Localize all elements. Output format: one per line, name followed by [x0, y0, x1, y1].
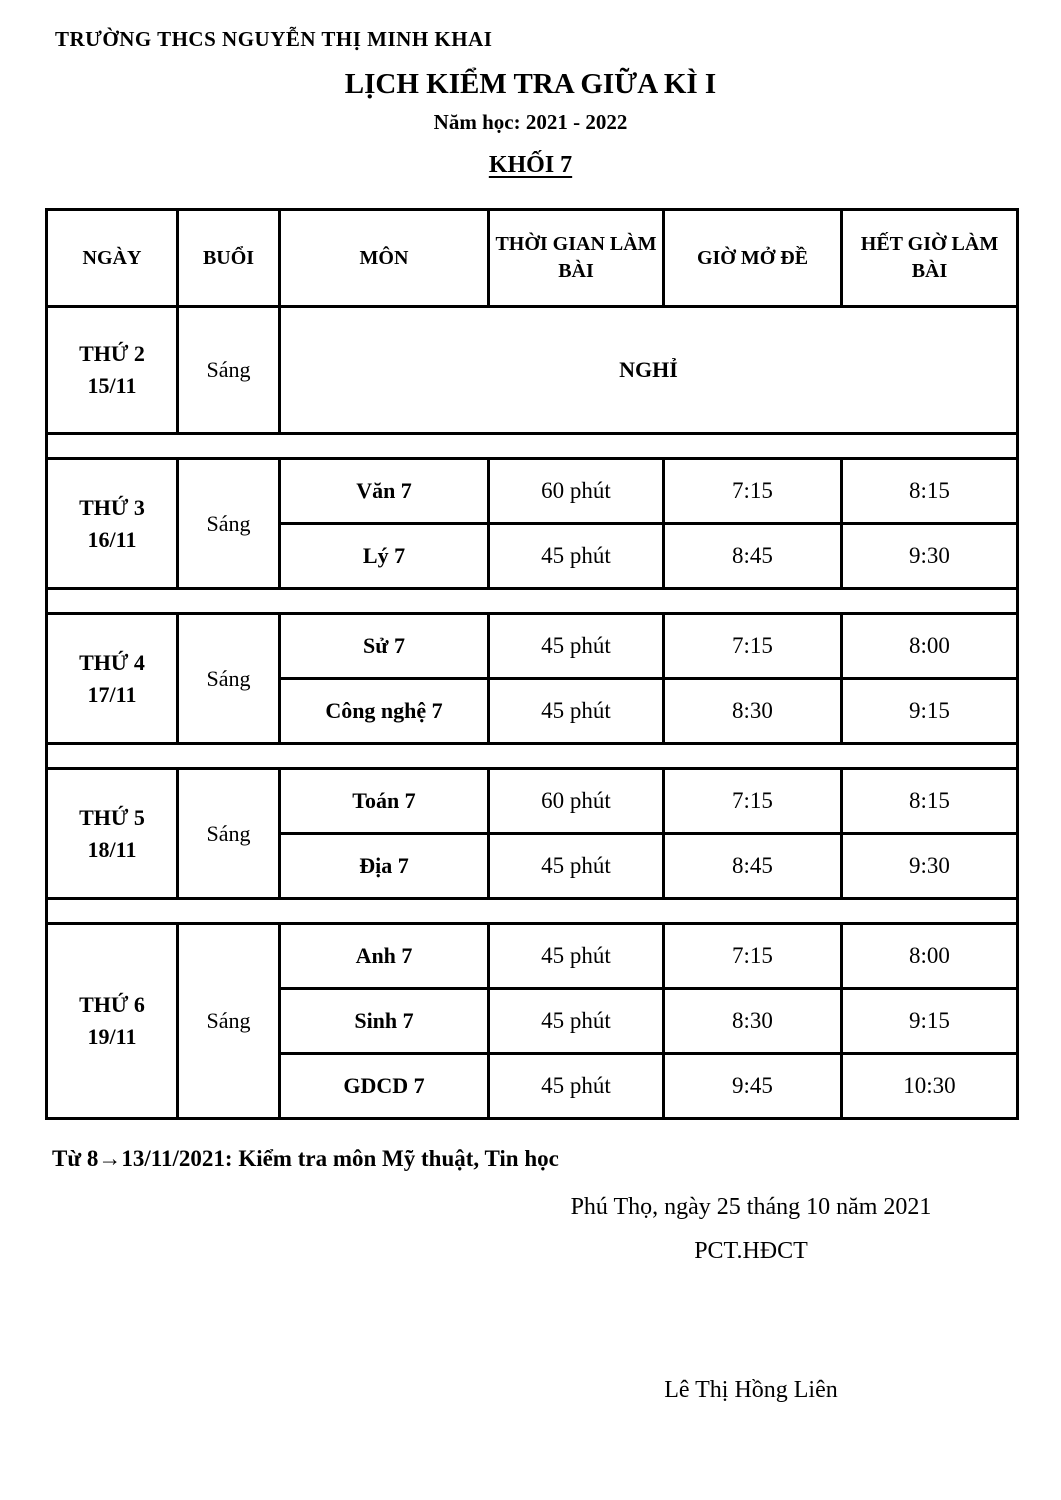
- subject-cell: Sinh 7: [280, 989, 489, 1054]
- subject-cell: Lý 7: [280, 524, 489, 589]
- duration-cell: 45 phút: [489, 614, 664, 679]
- column-header-6: HẾT GIỜ LÀM BÀI: [842, 210, 1018, 307]
- subject-cell: Văn 7: [280, 459, 489, 524]
- column-header-5: GIỜ MỞ ĐỀ: [664, 210, 842, 307]
- schedule-table: [45, 208, 1019, 1120]
- duration-cell: 45 phút: [489, 989, 664, 1054]
- day-label: THỨ 5: [79, 804, 145, 830]
- document-header: [0, 0, 1061, 179]
- end-time-cell: 8:15: [842, 769, 1018, 834]
- footer-note: Từ 8→13/11/2021: Kiểm tra môn Mỹ thuật, Tin học: [52, 1146, 559, 1171]
- signer-name: Lê Thị Hồng Liên: [664, 1377, 838, 1403]
- duration-cell: 60 phút: [489, 769, 664, 834]
- session-cell: Sáng: [178, 769, 280, 899]
- subject-cell: Công nghệ 7: [280, 679, 489, 744]
- open-time-cell: 7:15: [664, 924, 842, 989]
- end-time-cell: 8:00: [842, 614, 1018, 679]
- spacer-row: [47, 589, 1018, 614]
- rest-cell: NGHỈ: [280, 307, 1018, 434]
- end-time-cell: 10:30: [842, 1054, 1018, 1119]
- open-time-cell: 8:30: [664, 679, 842, 744]
- day-cell: [47, 769, 178, 899]
- day-label: THỨ 4: [79, 649, 145, 675]
- subject-cell: GDCD 7: [280, 1054, 489, 1119]
- school-year: Năm học: 2021 - 2022: [433, 110, 628, 134]
- table-row: [47, 307, 1018, 434]
- open-time-cell: 9:45: [664, 1054, 842, 1119]
- signer-title: PCT.HĐCT: [694, 1238, 808, 1264]
- signature-block: [486, 1194, 1016, 1404]
- duration-cell: 45 phút: [489, 1054, 664, 1119]
- column-header-1: NGÀY: [47, 210, 178, 307]
- spacer-cell: [47, 744, 1018, 769]
- column-header-2: BUỔI: [178, 210, 280, 307]
- day-cell: [47, 459, 178, 589]
- subject-cell: Toán 7: [280, 769, 489, 834]
- day-label: THỨ 6: [79, 992, 145, 1018]
- day-cell: [47, 924, 178, 1119]
- session-cell: Sáng: [178, 924, 280, 1119]
- day-label: THỨ 3: [79, 494, 145, 520]
- open-time-cell: 7:15: [664, 769, 842, 834]
- table-row: [47, 459, 1018, 524]
- column-header-4: THỜI GIAN LÀM BÀI: [489, 210, 664, 307]
- table-header-row: [47, 210, 1018, 307]
- duration-cell: 45 phút: [489, 834, 664, 899]
- date-label: 15/11: [87, 373, 137, 398]
- spacer-row: [47, 744, 1018, 769]
- duration-cell: 45 phút: [489, 524, 664, 589]
- duration-cell: 45 phút: [489, 924, 664, 989]
- end-time-cell: 8:15: [842, 459, 1018, 524]
- open-time-cell: 7:15: [664, 614, 842, 679]
- place-date: Phú Thọ, ngày 25 tháng 10 năm 2021: [570, 1194, 932, 1220]
- table-row: [47, 614, 1018, 679]
- end-time-cell: 9:15: [842, 679, 1018, 744]
- end-time-cell: 8:00: [842, 924, 1018, 989]
- table-row: [47, 769, 1018, 834]
- date-label: 16/11: [87, 526, 137, 552]
- school-name: TRƯỜNG THCS NGUYỄN THỊ MINH KHAI: [55, 27, 493, 51]
- document-title: LỊCH KIỂM TRA GIỮA KÌ I: [344, 68, 717, 100]
- spacer-row: [47, 434, 1018, 459]
- date-label: 17/11: [87, 681, 137, 707]
- day-label: THỨ 2: [79, 341, 145, 367]
- subject-cell: Anh 7: [280, 924, 489, 989]
- session-cell: Sáng: [178, 614, 280, 744]
- open-time-cell: 8:45: [664, 524, 842, 589]
- table-row: [47, 924, 1018, 989]
- spacer-cell: [47, 589, 1018, 614]
- end-time-cell: 9:30: [842, 524, 1018, 589]
- open-time-cell: 8:45: [664, 834, 842, 899]
- spacer-cell: [47, 899, 1018, 924]
- duration-cell: 45 phút: [489, 679, 664, 744]
- duration-cell: 60 phút: [489, 459, 664, 524]
- end-time-cell: 9:15: [842, 989, 1018, 1054]
- subject-cell: Sử 7: [280, 614, 489, 679]
- day-cell: [47, 614, 178, 744]
- session-cell: Sáng: [178, 307, 280, 434]
- date-label: 18/11: [87, 836, 137, 862]
- spacer-cell: [47, 434, 1018, 459]
- column-header-3: MÔN: [280, 210, 489, 307]
- day-cell: [47, 307, 178, 434]
- open-time-cell: 8:30: [664, 989, 842, 1054]
- spacer-row: [47, 899, 1018, 924]
- open-time-cell: 7:15: [664, 459, 842, 524]
- end-time-cell: 9:30: [842, 834, 1018, 899]
- session-cell: Sáng: [178, 459, 280, 589]
- date-label: 19/11: [87, 1024, 137, 1049]
- grade-heading: KHỐI 7: [488, 152, 573, 178]
- subject-cell: Địa 7: [280, 834, 489, 899]
